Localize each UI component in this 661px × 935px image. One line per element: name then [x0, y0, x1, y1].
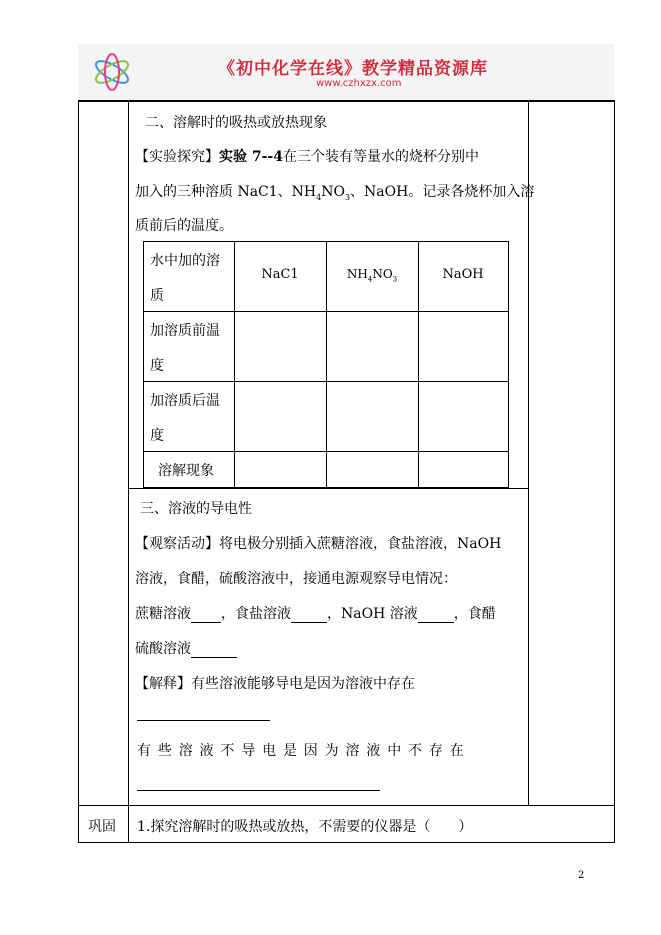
paragraph-line: 【解释】有些溶液能够导电是因为溶液中存在	[135, 676, 415, 692]
paragraph-line	[135, 181, 534, 202]
table-border	[78, 842, 615, 843]
blank[interactable]	[137, 790, 380, 791]
blank[interactable]	[418, 608, 454, 623]
page-header	[78, 44, 614, 100]
row-header: 水中加的溶	[150, 253, 220, 269]
text: NH	[346, 267, 368, 281]
row-label: 巩固	[88, 819, 116, 835]
row-header: 溶解现象	[158, 463, 214, 479]
subscript: 4	[367, 275, 373, 284]
section-title: 二、溶解时的吸热或放热现象	[145, 115, 327, 131]
experiment-paragraph	[135, 146, 479, 166]
text: ，食醋	[453, 606, 496, 622]
question: 1.探究溶解时的吸热或放热，不需要的仪器是（ ）	[137, 819, 473, 835]
text: ，NaOH 溶液	[327, 606, 418, 622]
text: 在三个装有等量水的烧杯分别中	[282, 149, 479, 165]
paragraph-line: 有 些 溶 液 不 导 电 是 因 为 溶 液 中 不 存 在	[137, 743, 465, 759]
subscript: 3	[344, 192, 351, 202]
blank[interactable]	[291, 608, 327, 623]
col-header-nacl: NaC1	[261, 267, 299, 282]
table-border	[78, 100, 615, 102]
page-number: 2	[578, 870, 585, 881]
table-border	[528, 100, 529, 806]
text: ，食盐溶液	[221, 606, 291, 622]
text: 质前后的温度。	[135, 218, 233, 234]
table-border	[128, 100, 129, 843]
text: 加入的三种溶质 NaC1、NH	[135, 184, 317, 200]
row-header: 加溶质后温	[150, 393, 220, 409]
text: NO	[321, 184, 345, 200]
table-border	[78, 805, 615, 806]
text: 、NaOH。记录各烧杯加入溶	[350, 184, 535, 200]
section-title: 三、溶液的导电性	[140, 501, 252, 517]
paragraph-line: 【观察活动】将电极分别插入蔗糖溶液，食盐溶液，NaOH	[135, 536, 502, 552]
row-header: 度	[150, 358, 164, 374]
brand-title: 《初中化学在线》教学精品资源库	[218, 59, 488, 79]
logo-icon	[90, 50, 134, 94]
row-header: 加溶质前温	[150, 323, 220, 339]
experiment-label: 实验 7--4	[219, 149, 283, 165]
brand-url: www.czhxzx.com	[316, 78, 402, 89]
row-header: 度	[150, 428, 164, 444]
blank[interactable]	[191, 608, 221, 623]
blank[interactable]	[191, 643, 237, 658]
text: NO	[372, 267, 393, 281]
table-border	[78, 100, 79, 843]
subscript: 4	[316, 192, 322, 202]
table-border	[614, 100, 615, 843]
fill-blank-line	[135, 638, 237, 658]
subscript: 3	[392, 275, 398, 284]
divider	[128, 488, 528, 489]
paragraph-line: 溶液，食醋，硫酸溶液中，接通电源观察导电情况：	[135, 571, 457, 587]
fill-blank-line	[135, 603, 496, 623]
text: 硫酸溶液	[135, 641, 191, 657]
col-header-naoh: NaOH	[442, 267, 484, 282]
blank[interactable]	[137, 720, 270, 721]
row-header: 质	[150, 288, 164, 304]
paragraph-line	[135, 215, 233, 235]
text: 蔗糖溶液	[135, 606, 191, 622]
col-header-nh4no3	[326, 267, 418, 283]
tag: 【实验探究】	[135, 149, 219, 165]
